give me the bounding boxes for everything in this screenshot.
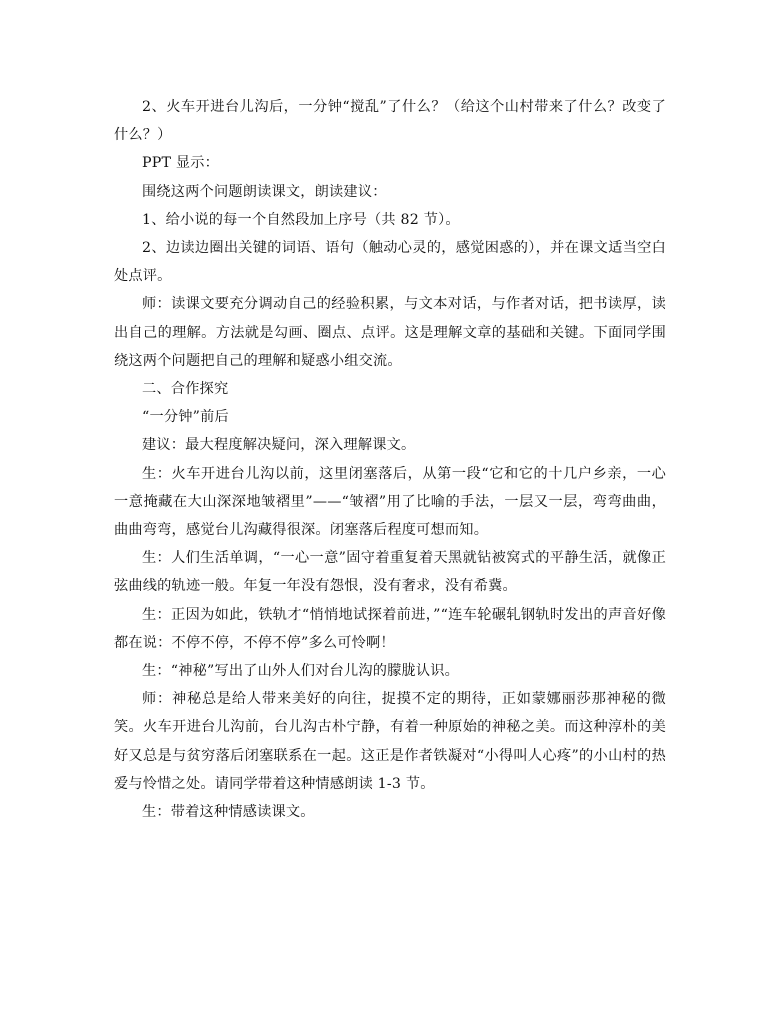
- teacher-remark-mystery: 师：神秘总是给人带来美好的向往，捉摸不定的期待，正如蒙娜丽莎那神秘的微笑。火车开进台儿沟前，台儿沟古朴宁静，有着一种原始的神秘之美。而这种淳朴的美好又总是与贫穷落后闭塞联系在一起。这正是作者铁凝对“小得叫人心疼”的小山村的热爱与怜惜之处。请同学带着这种情感朗读 1-3 节。: [114, 691, 666, 792]
- suggestion-2: 2、边读边圈出关键的词语、语句（触动心灵的，感觉困惑的），并在课文适当空白处点评。: [114, 240, 666, 285]
- question-paragraph: 2、火车开进台儿沟后，一分钟“搅乱”了什么？（给这个山村带来了什么？改变了什么？）: [114, 99, 666, 144]
- subsection-heading: “一分钟”前后: [142, 409, 229, 426]
- suggestion-1: 1、给小说的每一个自然段加上序号（共 82 节）。: [142, 211, 460, 228]
- document-body: [114, 93, 666, 826]
- student-answer-5: 生：带着这种情感读课文。: [142, 804, 315, 821]
- section-heading: 二、合作探究: [142, 381, 229, 398]
- student-answer-2: 生：人们生活单调，“一心一意”固守着重复着天黑就钻被窝式的平静生活，就像正弦曲线的轨迹一般。年复一年没有怨恨，没有奢求，没有希冀。: [114, 550, 666, 595]
- student-answer-4: 生：“神秘”写出了山外人们对台儿沟的朦胧认识。: [142, 663, 460, 680]
- teacher-remark-reading: 师：读课文要充分调动自己的经验积累，与文本对话，与作者对话，把书读厚，读出自己的理解。方法就是勾画、圈点、点评。这是理解文章的基础和关键。下面同学围绕这两个问题把自己的理解和疑惑小组交流。: [114, 296, 666, 369]
- reading-instruction: 围绕这两个问题朗读课文，朗读建议：: [142, 183, 387, 200]
- student-answer-1: 生：火车开进台儿沟以前，这里闭塞落后，从第一段“它和它的十几户乡亲，一心一意掩藏在大山深深地皱褶里”——“皱褶”用了比喻的手法，一层又一层，弯弯曲曲，曲曲弯弯，感觉台儿沟藏得很深。闭塞落后程度可想而知。: [114, 465, 666, 539]
- ppt-display-label: PPT 显示：: [142, 155, 220, 172]
- suggestion-paragraph: 建议：最大程度解决疑问，深入理解课文。: [142, 437, 416, 454]
- student-answer-3: 生：正因为如此，铁轨才“悄悄地试探着前进，”“连车轮碾轧钢轨时发出的声音好像都在说：不停不停，不停不停”多么可怜啊！: [114, 606, 666, 651]
